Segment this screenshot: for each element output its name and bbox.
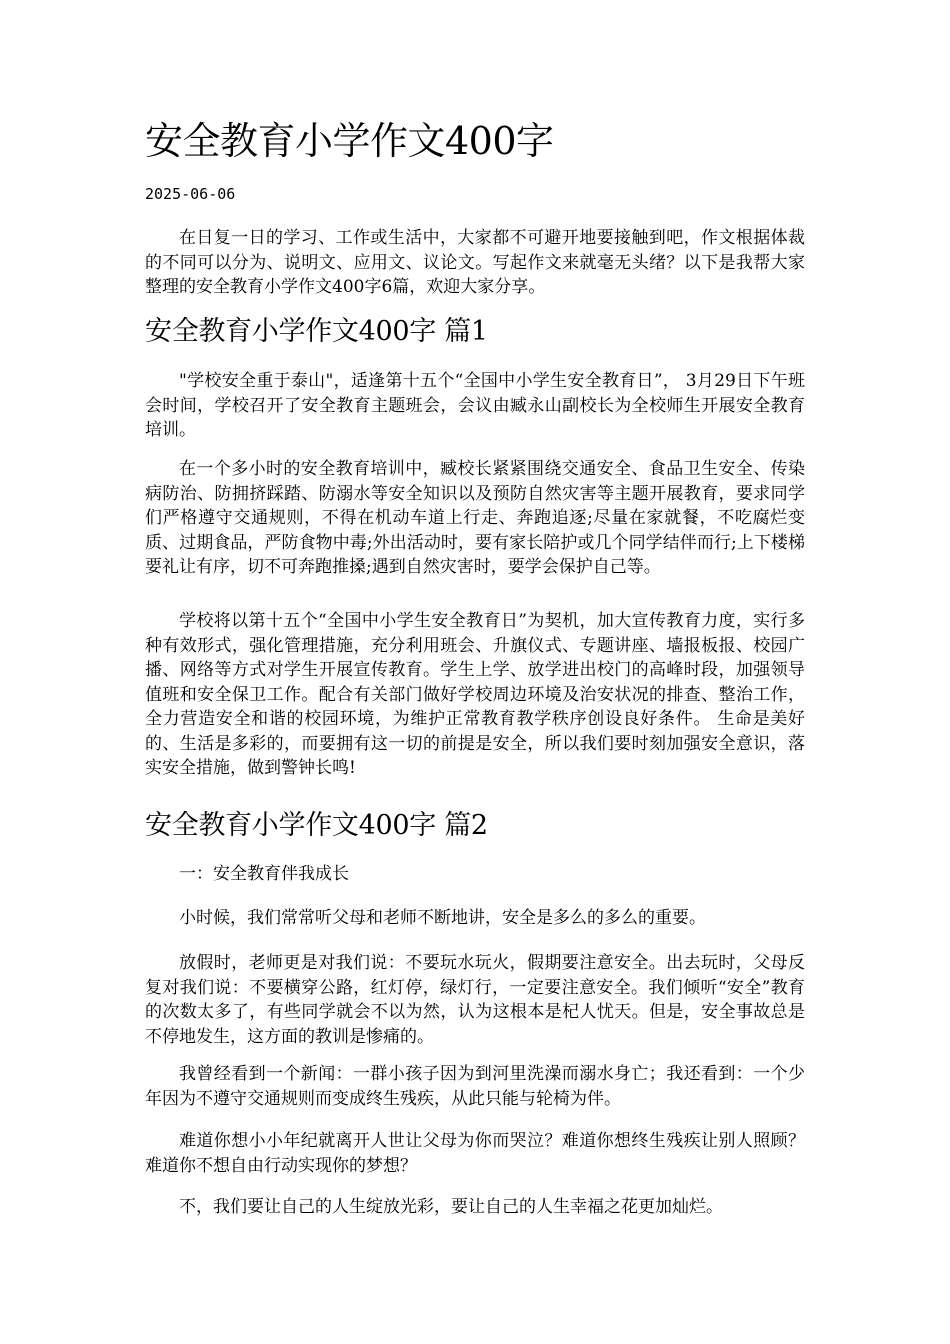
section-1-paragraph-3: 学校将以第十五个“全国中小学生安全教育日”为契机，加大宣传教育力度，实行多种有效形式，强化管理措施，充分利用班会、升旗仪式、专题讲座、墙报板报、校园广播、网络等方式对学生开展宣传教育。学生上学、放学进出校门的高峰时段，加强领导值班和安全保卫工作。配合有关部门做好学校周边环境及治安状况的排查、整治工作，全力营造安全和谐的校园环境，为维护正常教育教学秩序创设良好条件。 生命是美好的、生活是多彩的，而要拥有这一切的前提是安全，所以我们要时刻加强安全意识，落实安全措施，做到警钟长鸣! [145,611,805,778]
intro-paragraph: 在日复一日的学习、工作或生活中，大家都不可避开地要接触到吧，作文根据体裁的不同可以分为、说明文、应用文、议论文。写起作文来就毫无头绪？以下是我帮大家整理的安全教育小学作文400字6篇，欢迎大家分享。 [145,228,805,297]
section-2-paragraph-4: 我曾经看到一个新闻：一群小孩子因为到河里洗澡而溺水身亡；我还看到：一个少年因为不遵守交通规则而变成终生残疾，从此只能与轮椅为伴。 [145,1064,805,1109]
section-2-paragraph-3: 放假时，老师更是对我们说：不要玩水玩火，假期要注意安全。出去玩时，父母反复对我们说：不要横穿公路，红灯停，绿灯行，一定要注意安全。我们倾听“安全”教育的次数太多了，有些同学就会不以为然，认为这根本是杞人忧天。但是，安全事故总是不停地发生，这方面的教训是惨痛的。 [145,953,805,1047]
section-1-paragraph-2: 在一个多小时的安全教育培训中，臧校长紧紧围绕交通安全、食品卫生安全、传染病防治、防拥挤踩踏、防溺水等安全知识以及预防自然灾害等主题开展教育，要求同学们严格遵守交通规则，不得在机动车道上行走、奔跑追逐;尽量在家就餐，不吃腐烂变质、过期食品，严防食物中毒;外出活动时，要有家长陪护或几个同学结伴而行;上下楼梯要礼让有序，切不可奔跑推搡;遇到自然灾害时，要学会保护自己等。 [145,459,805,577]
section-2-paragraph-2: 小时候，我们常常听父母和老师不断地讲，安全是多么的多么的重要。 [179,908,706,928]
section-2-paragraph-6: 不，我们要让自己的人生绽放光彩，要让自己的人生幸福之花更加灿烂。 [179,1197,723,1217]
section-2-heading: 安全教育小学作文400字 篇2 [145,810,488,841]
document-title: 安全教育小学作文400字 [145,119,554,163]
publish-date: 2025-06-06 [145,185,236,203]
section-1-paragraph-1: "学校安全重于泰山"，适逢第十五个“全国中小学生安全教育日”， 3月29日下午班会时间，学校召开了安全教育主题班会，会议由臧永山副校长为全校师生开展安全教育培训。 [145,371,805,440]
section-1-heading: 安全教育小学作文400字 篇1 [145,316,488,347]
section-2-paragraph-5: 难道你想小小年纪就离开人世让父母为你而哭泣？难道你想终生残疾让别人照顾？难道你不想自由行动实现你的梦想？ [145,1131,805,1176]
section-2-paragraph-1: 一：安全教育伴我成长 [179,864,349,884]
